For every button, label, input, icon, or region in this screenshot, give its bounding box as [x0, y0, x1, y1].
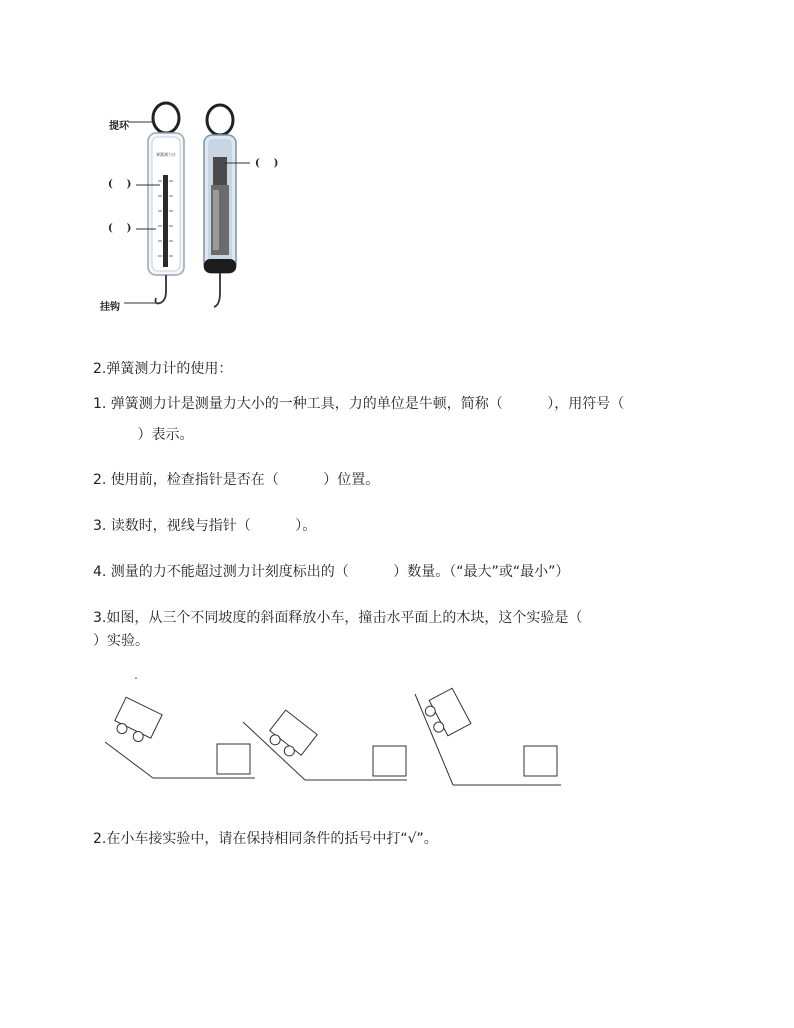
right-hook [214, 273, 220, 307]
label-blank-upper: ( ) [108, 179, 132, 190]
ramp-1-slope [105, 742, 153, 778]
left-hook [156, 275, 167, 303]
right-scale-spring [213, 157, 227, 187]
usage-item-1-line2: ）表示。 [93, 427, 194, 443]
left-scale-tube [163, 175, 168, 267]
stray-dot [135, 677, 137, 679]
usage-item-3: 3. 读数时，视线与指针（ ）。 [93, 518, 317, 534]
ramp-1-cart [111, 697, 162, 746]
question3-line1: 3.如图，从三个不同坡度的斜面释放小车，撞击水平面上的木块，这个实验是（ [93, 610, 583, 626]
usage-item-4: 4. 测量的力不能超过测力计刻度标出的（ ）数量。（“最大”或“最小”） [93, 564, 570, 580]
question-cart: 2.在小车接实验中，请在保持相同条件的括号中打“√”。 [93, 831, 438, 847]
label-blank-right: ( ) [255, 158, 279, 169]
ramp-2-cart [264, 710, 317, 762]
section-heading: 2.弹簧测力计的使用： [93, 361, 233, 377]
label-ring: 提环 [109, 121, 129, 132]
usage-item-1-line1: 1. 弹簧测力计是测量力大小的一种工具，力的单位是牛顿，简称（ ），用符号（ [93, 396, 625, 412]
label-hook: 挂钩 [100, 302, 120, 313]
ramp-1-block [217, 744, 250, 774]
spring-scale-figure [100, 95, 300, 320]
ramps-figure [95, 672, 575, 802]
right-ring [207, 105, 233, 135]
ramp-2-block [373, 746, 406, 776]
question3-line2: ）实验。 [93, 633, 149, 649]
label-blank-lower: ( ) [108, 223, 132, 234]
left-ring [153, 103, 179, 133]
spring-scale-illustration [100, 95, 300, 320]
svg-text:弹簧测力计: 弹簧测力计 [156, 152, 176, 157]
usage-item-2: 2. 使用前，检查指针是否在（ ）位置。 [93, 472, 380, 488]
ramp-3-block [524, 746, 557, 776]
ramp-3-cart [421, 688, 471, 740]
